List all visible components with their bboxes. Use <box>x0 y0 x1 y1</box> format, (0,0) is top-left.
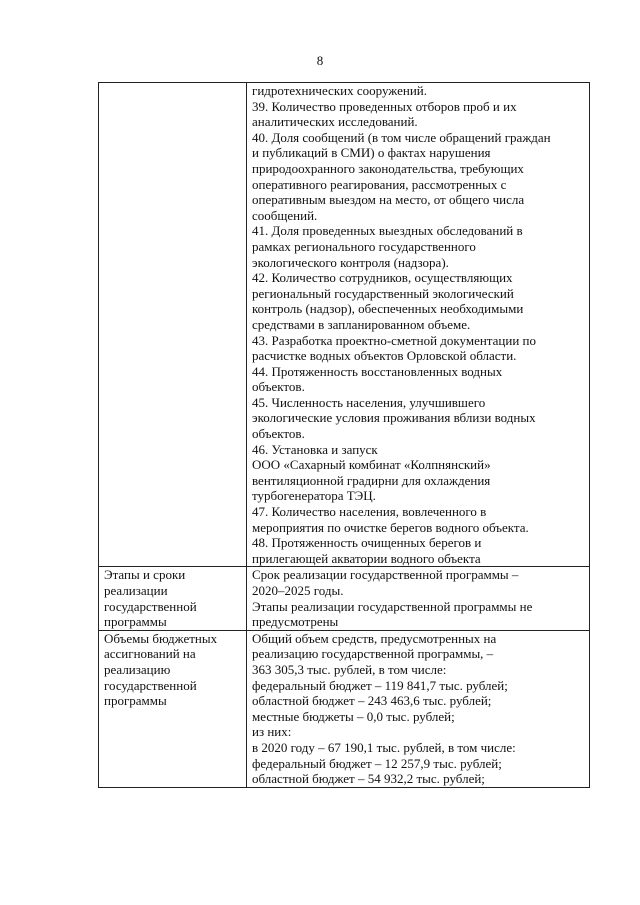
page-number: 8 <box>316 53 324 68</box>
content-line: 46. Установка и запуск <box>252 441 378 457</box>
row-content-cell <box>247 630 590 787</box>
content-line: прилегающей акватории водного объекта <box>252 550 481 566</box>
content-line: контроль (надзор), обеспеченных необходимыми <box>252 301 524 317</box>
passport-table <box>98 82 590 788</box>
content-line: оперативным выездом на место, от общего числа <box>252 192 525 208</box>
content-line: ООО «Сахарный комбинат «Колпнянский» <box>252 457 491 473</box>
content-line: 40. Доля сообщений (в том числе обращений граждан <box>252 129 551 145</box>
content-line: и публикаций в СМИ) о фактах нарушения <box>252 145 491 161</box>
content-line: 42. Количество сотрудников, осуществляющих <box>252 270 513 286</box>
row-content-cell <box>247 567 590 630</box>
content-line: сообщений. <box>252 207 318 223</box>
content-line: расчистке водных объектов Орловской области. <box>252 348 517 364</box>
content-line: федеральный бюджет – 119 841,7 тыс. рублей; <box>252 677 508 693</box>
content-line: 47. Количество населения, вовлеченного в <box>252 504 487 520</box>
content-line: рамках регионального государственного <box>252 238 476 254</box>
content-line: средствами в запланированном объеме. <box>252 316 471 332</box>
label-line: программы <box>104 693 167 709</box>
content-line: 45. Численность населения, улучшившего <box>252 394 486 410</box>
content-line: объектов. <box>252 379 305 395</box>
content-line: экологического контроля (надзора). <box>252 254 449 270</box>
content-line: Этапы реализации государственной программы не <box>252 598 533 614</box>
content-line: 48. Протяженность очищенных берегов и <box>252 535 482 551</box>
label-line: реализацию <box>104 661 171 677</box>
label-line: ассигнований на <box>104 646 196 662</box>
content-line: 363 305,3 тыс. рублей, в том числе: <box>252 661 447 677</box>
label-line: реализации <box>104 583 168 598</box>
content-line: мероприятия по очистке берегов водного объекта. <box>252 519 529 535</box>
content-line: 41. Доля проведенных выездных обследований в <box>252 223 523 239</box>
content-line: в 2020 году – 67 190,1 тыс. рублей, в том числе: <box>252 739 516 755</box>
label-line: программы <box>104 614 167 630</box>
row-content-cell <box>247 83 590 567</box>
label-line: государственной <box>104 598 197 614</box>
row-label-cell <box>99 83 247 567</box>
row-label-cell <box>99 567 247 630</box>
content-line: Общий объем средств, предусмотренных на <box>252 630 497 646</box>
content-line: Срок реализации государственной программы – <box>252 567 519 583</box>
content-line: экологические условия проживания вблизи водных <box>252 410 536 426</box>
content-line: предусмотрены <box>252 614 339 630</box>
content-line: 39. Количество проведенных отборов проб и их <box>252 98 517 114</box>
content-line: 44. Протяженность восстановленных водных <box>252 363 503 379</box>
content-line: природоохранного законодательства, требующих <box>252 160 524 176</box>
table-row <box>99 83 590 567</box>
content-line: аналитических исследований. <box>252 114 418 130</box>
content-line: оперативного реагирования, рассмотренных с <box>252 176 507 192</box>
content-line: реализацию государственной программы, – <box>252 646 494 662</box>
content-line: гидротехнических сооружений. <box>252 83 427 98</box>
row-label-cell <box>99 630 247 787</box>
table-row <box>99 630 590 787</box>
content-line: турбогенератора ТЭЦ. <box>252 488 376 504</box>
table-row <box>99 567 590 630</box>
content-line: вентиляционной градирни для охлаждения <box>252 472 491 488</box>
table-body <box>99 83 590 788</box>
content-line: местные бюджеты – 0,0 тыс. рублей; <box>252 708 455 724</box>
label-line: государственной <box>104 677 197 693</box>
content-line: региональный государственный экологический <box>252 285 514 301</box>
content-line: федеральный бюджет – 12 257,9 тыс. рублей; <box>252 755 502 771</box>
content-line: из них: <box>252 724 292 740</box>
content-line: 2020–2025 годы. <box>252 583 344 598</box>
content-line: 43. Разработка проектно-сметной документации по <box>252 332 536 348</box>
content-line: объектов. <box>252 426 305 442</box>
label-line: Этапы и сроки <box>104 567 186 583</box>
content-line: областной бюджет – 54 932,2 тыс. рублей; <box>252 771 485 787</box>
label-line: Объемы бюджетных <box>104 630 218 646</box>
content-line: областной бюджет – 243 463,6 тыс. рублей; <box>252 693 492 709</box>
